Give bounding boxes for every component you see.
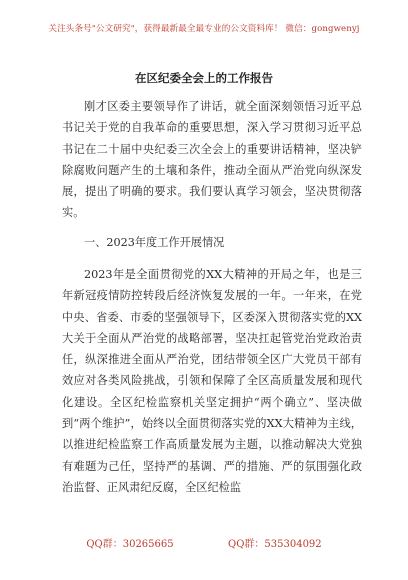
- footer: [0, 535, 408, 550]
- document-title: 在区纪委全会上的工作报告: [135, 71, 273, 85]
- section-heading: 一、2023年度工作开展情况: [84, 236, 225, 249]
- footer-qq-group-1: QQ群：30265665: [86, 539, 174, 550]
- footer-qq-group-2: QQ群：535304092: [228, 539, 322, 550]
- intro-paragraph: 刚才区委主要领导作了讲话，就全面深刻领悟习近平总书记关于党的自我革命的重要思想，深入学习贯彻习近平总书记在二十届中央纪委三次全会上的重要讲话精神，坚决铲除腐败问题产生的土壤和条件，推动全面从严治党向纵深发展，提出了明确的要求。我们要认真学习领会，坚决贯彻落实。: [62, 100, 362, 220]
- section-paragraph: 2023年是全面贯彻党的XX大精神的开局之年，也是三年新冠疫情防控转段后经济恢复发展的一年。一年来，在党中央、省委、市委的坚强领导下，区委深入贯彻落实党的XX大关于全面从严治党的战略部署，坚决扛起管党治党政治责任，纵深推进全面从严治党，团结带领全区广大党员干部有效应对各类风险挑战，引领和保障了全区高质量发展和现代化建设。全区纪检监察机关坚定拥护“两个确立”、坚决做到“两个维护”，始终以全面贯彻落实党的XX大精神为主线，以推进纪检监察工作高质量发展为主题，以推动解决大党独有难题为己任，坚持严的基调、严的措施、严的氛围强化政治监督、正风肃纪反腐，全区纪检监: [62, 268, 362, 494]
- header-banner: 关注头条号"公文研究"，获得最新最全最专业的公文资料库！ 微信：gongwenyj: [48, 24, 360, 34]
